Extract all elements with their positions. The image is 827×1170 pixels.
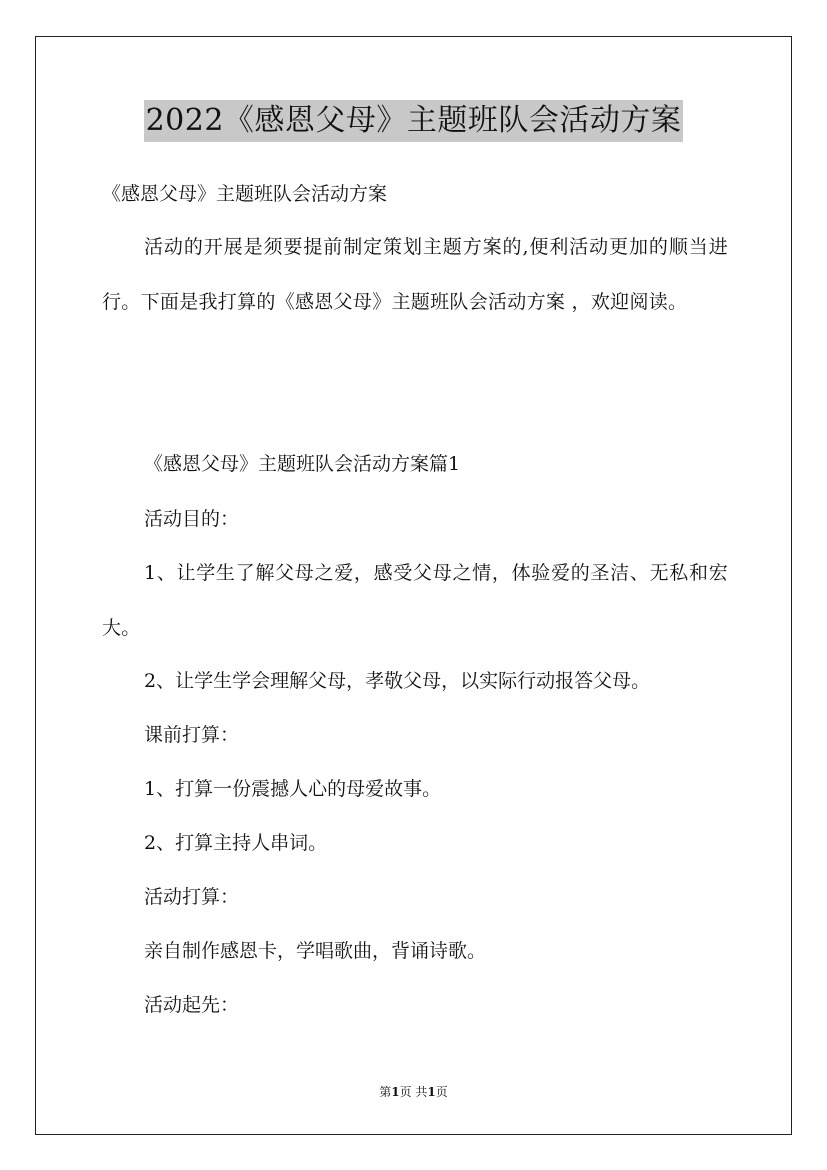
section-heading: 《感恩父母》主题班队会活动方案篇1: [144, 453, 461, 475]
document-title: 2022《感恩父母》主题班队会活动方案: [144, 100, 684, 142]
prep-label: 课前打算：: [144, 724, 240, 746]
page-footer: [0, 1084, 827, 1100]
prep-item-2: 2、打算主持人串词。: [144, 832, 328, 854]
activity-prep-label: 活动打算：: [144, 886, 240, 908]
footer-page-mid: 页 共: [399, 1085, 428, 1099]
title-container: [0, 100, 827, 142]
footer-page-total: 1: [427, 1085, 436, 1099]
goal-label: 活动目的：: [144, 508, 240, 530]
footer-page-prefix: 第: [379, 1085, 392, 1099]
activity-start-label: 活动起先：: [144, 994, 240, 1016]
footer-page-suffix: 页: [435, 1085, 448, 1099]
subtitle: 《感恩父母》主题班队会活动方案: [102, 183, 388, 205]
activity-prep-text: 亲自制作感恩卡，学唱歌曲，背诵诗歌。: [144, 940, 487, 962]
intro-paragraph: 活动的开展是须要提前制定策划主题方案的,便利活动更加的顺当进行。下面是我打算的《感恩父母》主题班队会活动方案 ，欢迎阅读。: [102, 236, 728, 313]
goal-item-2: 2、让学生学会理解父母，孝敬父母，以实际行动报答父母。: [144, 670, 651, 692]
goal-item-1: 1、让学生了解父母之爱，感受父母之情，体验爱的圣洁、无私和宏大。: [102, 562, 728, 639]
prep-item-1: 1、打算一份震撼人心的母爱故事。: [144, 778, 442, 800]
footer-page-number: 1: [391, 1085, 400, 1099]
